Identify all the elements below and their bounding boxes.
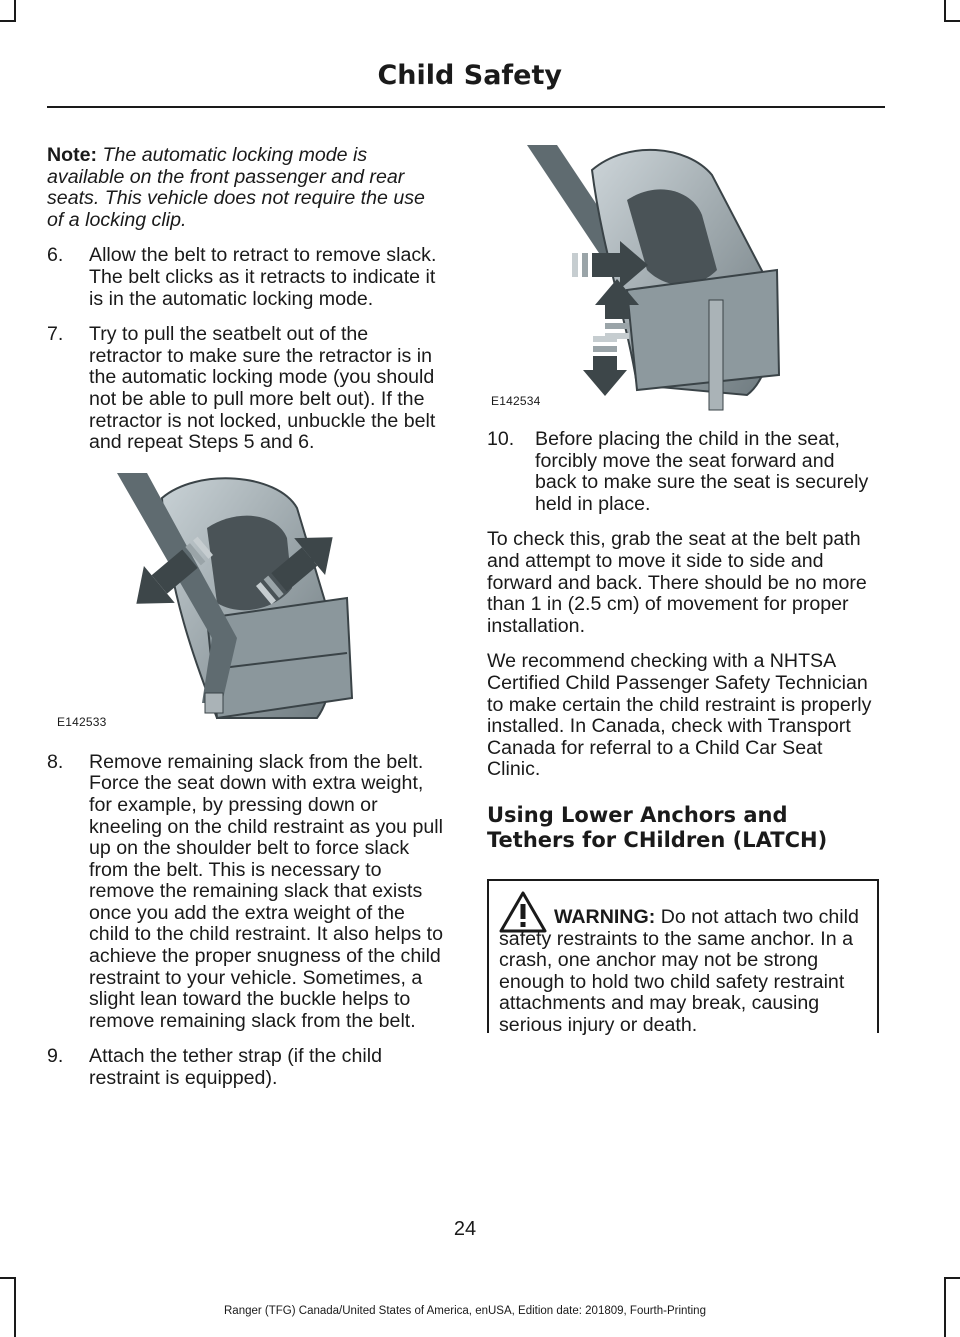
warning-box [487,879,879,1036]
warning-paragraph [499,907,867,1037]
step-number: 9. [47,1045,64,1068]
crop-mark [944,1277,960,1279]
step-text: Remove remaining slack from the belt. Force the seat down with extra weight, for example, by pressing down or kneeling on the child restraint as you pull up on the shoulder belt to force slack from the belt. This is necessary to remove the remaining slack that exists once you add the extra weight of the child to the child restraint. It also helps to achieve the proper snugness of the child restraint to your vehicle. Sometimes, a slight lean toward the buckle helps to remove remaining slack from the belt. [89,750,443,1032]
footer-text: Ranger (TFG) Canada/United States of America, enUSA, Edition date: 201809, Fourth-Printing [224,1305,706,1317]
crop-mark [944,20,960,22]
right-column [487,145,879,1036]
step-6 [47,245,445,310]
note-label: Note: [47,144,98,166]
figure-seat-push [487,140,879,415]
step-text: Try to pull the seatbelt out of the retractor to make sure the retractor is in the automatic locking mode (you should not be able to pull more belt out). If the retractor is not locked, unbuckle the belt and repeat Steps 5 and 6. [89,323,436,454]
step-10 [487,429,879,515]
recommend-paragraph: We recommend checking with a NHTSA Certified Child Passenger Safety Technician to make certain the child restraint is properly installed. In Canada, check with Transport Canada for referral to a Child Car Seat Clinic. [487,650,872,781]
step-text: Attach the tether strap (if the child restraint is equipped). [89,1045,382,1090]
figure-code: E142533 [57,715,107,730]
section-heading: Using Lower Anchors and Tethers for CHildren (LATCH) [487,802,828,852]
warning-triangle-icon [499,891,547,939]
step-text: Before placing the child in the seat, forcibly move the seat forward and back to make sure the seat is securely held in place. [535,428,869,515]
step-number: 10. [487,428,515,450]
left-column [47,145,445,1104]
step-number: 8. [47,750,64,773]
step-number: 7. [47,323,64,346]
note-paragraph [47,145,445,231]
step-8 [47,752,445,1033]
step-9 [47,1046,445,1089]
crop-mark [944,1277,946,1337]
step-number: 6. [47,244,64,267]
check-paragraph: To check this, grab the seat at the belt path and attempt to move it side to side and forward and back. There should be no more than 1 in (2.5 cm) of movement for proper installation. [487,528,867,637]
child-seat-illustration [47,468,445,738]
crop-mark [944,0,946,22]
page-number: 24 [453,1218,477,1240]
crop-mark [14,0,16,22]
figure-code: E142534 [491,394,541,409]
child-seat-illustration [487,140,879,415]
crop-mark [0,1277,16,1279]
note-text: The automatic locking mode is available on the front passenger and rear seats. This vehicle does not require the use of a locking clip. [47,144,425,231]
header-rule [47,106,885,108]
step-text: Allow the belt to retract to remove slack. The belt clicks as it retracts to indicate it is in the automatic locking mode. [89,244,437,310]
page-title: Child Safety [377,60,562,91]
crop-mark [0,20,16,22]
warning-label: WARNING: [554,905,656,928]
step-7 [47,324,445,454]
warning-text: Do not attach two child safety restraints to the same anchor. In a crash, one anchor may not be strong enough to hold two child safety restraint attachments and may break, causing serious injury or death. [499,905,859,1036]
figure-seat-belt-pull [47,468,445,738]
